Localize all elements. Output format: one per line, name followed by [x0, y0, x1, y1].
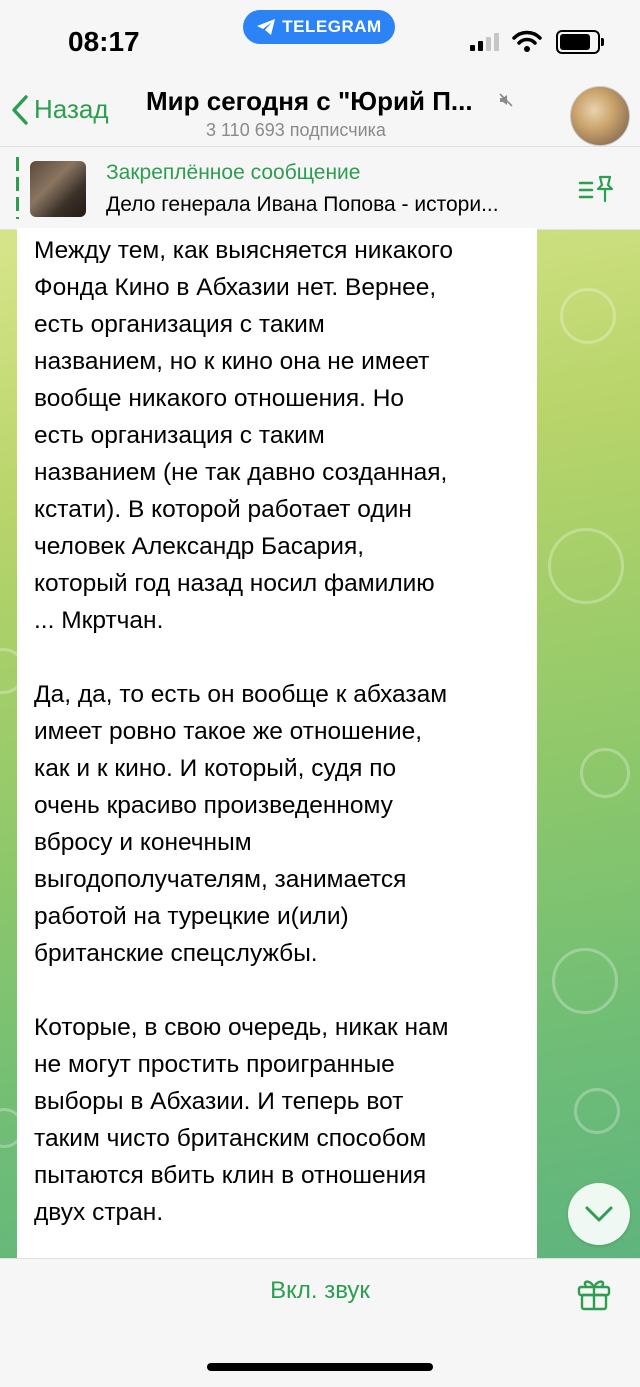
pinned-text: Дело генерала Ивана Попова - истори...	[106, 193, 499, 216]
muted-speaker-icon	[498, 92, 514, 108]
telegram-pill-label: TELEGRAM	[282, 17, 382, 36]
gift-icon[interactable]	[576, 1275, 612, 1311]
back-label: Назад	[34, 94, 109, 124]
pinned-title: Закреплённое сообщение	[106, 161, 361, 184]
message-paragraph: Между тем, как выясняется никакого Фонда Кино в Абхазии нет. Вернее, есть организация с таким названием, но к кино она не имеет вообще никакого отношения. Но есть организация с таким названием (не так давно созданная, кстати). В которой работает один человек Александр Басария, который год назад носил фамилию ... Мкртчан.	[34, 237, 453, 634]
battery-icon	[556, 30, 600, 54]
doodle-shape	[580, 748, 630, 798]
doodle-shape	[552, 948, 618, 1014]
cellular-signal-icon	[470, 33, 500, 51]
doodle-shape	[548, 528, 624, 604]
chevron-down-icon	[584, 1205, 614, 1223]
status-bar	[0, 0, 640, 80]
doodle-shape	[574, 1088, 620, 1134]
unmute-button[interactable]: Вкл. звук	[270, 1277, 370, 1304]
back-button[interactable]	[12, 94, 109, 125]
bottom-bar	[0, 1258, 640, 1387]
pin-list-icon[interactable]	[578, 175, 614, 203]
channel-title[interactable]: Мир сегодня с "Юрий П...	[146, 86, 473, 116]
channel-avatar[interactable]	[570, 86, 630, 146]
message-paragraph: Да, да, то есть он вообще к абхазам имеет ровно такое же отношение, как и к кино. И который, судя по очень красиво произведенному вбросу и конечным выгодополучателям, занимается работой на турецкие и(или) британские спецслужбы.	[34, 681, 448, 967]
chevron-left-icon	[12, 95, 28, 125]
telegram-pill[interactable]	[243, 10, 395, 44]
status-time: 08:17	[68, 26, 140, 57]
pinned-message-bar[interactable]	[0, 146, 640, 230]
paper-plane-icon	[256, 18, 276, 36]
subscriber-count: 3 110 693 подписчика	[206, 120, 386, 140]
wifi-icon	[512, 30, 542, 52]
scroll-down-button[interactable]	[568, 1183, 630, 1245]
doodle-shape	[560, 288, 616, 344]
home-indicator	[207, 1363, 433, 1371]
pinned-indicator	[16, 157, 19, 219]
chat-header	[0, 80, 640, 146]
message-bubble[interactable]	[17, 228, 537, 1258]
pinned-thumbnail	[30, 161, 86, 217]
message-paragraph: Которые, в свою очередь, никак нам не могут простить проигранные выборы в Абхазии. И теперь вот таким чисто британским способом пытаются вбить клин в отношения двух стран.	[34, 1014, 449, 1226]
